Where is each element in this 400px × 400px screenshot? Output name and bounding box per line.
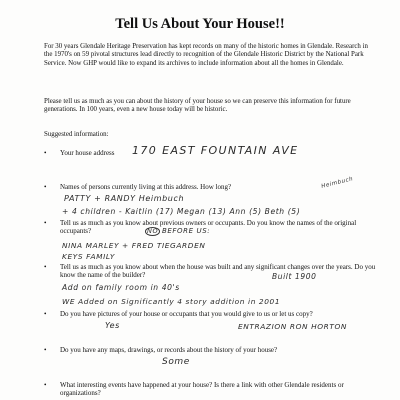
question-text: Do you have pictures of your house or occupants that you would give to us or let us copy? — [60, 310, 313, 318]
answer-pictures-contact[interactable]: ENTRAZION RON HORTON — [238, 322, 348, 331]
answer-residents-above: Heimbuch — [320, 176, 354, 190]
answer-changes-line2[interactable]: WE Added on Significantly 4 story addition in 2001 — [62, 297, 281, 306]
question-text: Do you have any maps, drawings, or records about the history of your house? — [60, 346, 278, 354]
answer-residents-line1[interactable]: PATTY + RANDY Heimbuch — [64, 194, 185, 203]
answer-maps[interactable]: Some — [162, 357, 190, 367]
question-text: Names of persons currently living at this address. How long? — [60, 183, 232, 191]
answer-previous-line2[interactable]: KEYS FAMILY — [62, 252, 116, 261]
bullet-icon: • — [44, 263, 47, 271]
bullet-icon: • — [44, 381, 47, 389]
intro-paragraph: For 30 years Glendale Heritage Preservation has kept records on many of the historic homes in Glendale. Research in the 1970's on 59 pivotal structures lead directly to recognition of the Glendale Historic District by the National Park Service. Now GHP would like to expand its archives to include information about all the homes in Glendale. — [44, 43, 368, 67]
answer-address[interactable]: 170 EAST FOUNTAIN AVE — [132, 144, 299, 157]
suggested-label: Suggested information: — [44, 131, 109, 138]
question-text: What interesting events have happened at your house? Is there a link with other Glendale residents or organizations? — [60, 381, 344, 398]
page-title: Tell Us About Your House!! — [115, 16, 285, 32]
bullet-icon: • — [44, 183, 47, 191]
answer-pictures-yes[interactable]: Yes — [105, 321, 120, 330]
question-text: Tell us as much as you know about previous owners or occupants. Do you know the names of the original occupants? — [60, 219, 357, 236]
answer-residents-line2[interactable]: + 4 children - Kaitlin (17) Megan (13) Ann (5) Beth (5) — [62, 207, 301, 216]
answer-built[interactable]: Built 1900 — [272, 272, 317, 281]
answer-previous-circled[interactable] — [145, 227, 160, 236]
answer-changes-line1[interactable]: Add on family room in 40's — [62, 283, 180, 292]
bullet-icon: • — [44, 219, 47, 227]
bullet-icon: • — [44, 149, 47, 157]
question-text: Your house address — [60, 149, 115, 157]
circled-answer: NO — [147, 227, 159, 235]
answer-previous-line1[interactable]: NINA MARLEY + FRED TIEGARDEN — [62, 241, 206, 250]
answer-previous-note: BEFORE US: — [162, 227, 211, 235]
bullet-icon: • — [44, 346, 47, 354]
question-text: Tell us as much as you know about when the house was built and any significant changes over the years. Do you know the name of the builder? — [60, 263, 376, 280]
bullet-icon: • — [44, 310, 47, 318]
request-paragraph: Please tell us as much as you can about the history of your house so we can preserve this information for future generations. In 100 years, even a new house today will be historic. — [44, 98, 351, 114]
